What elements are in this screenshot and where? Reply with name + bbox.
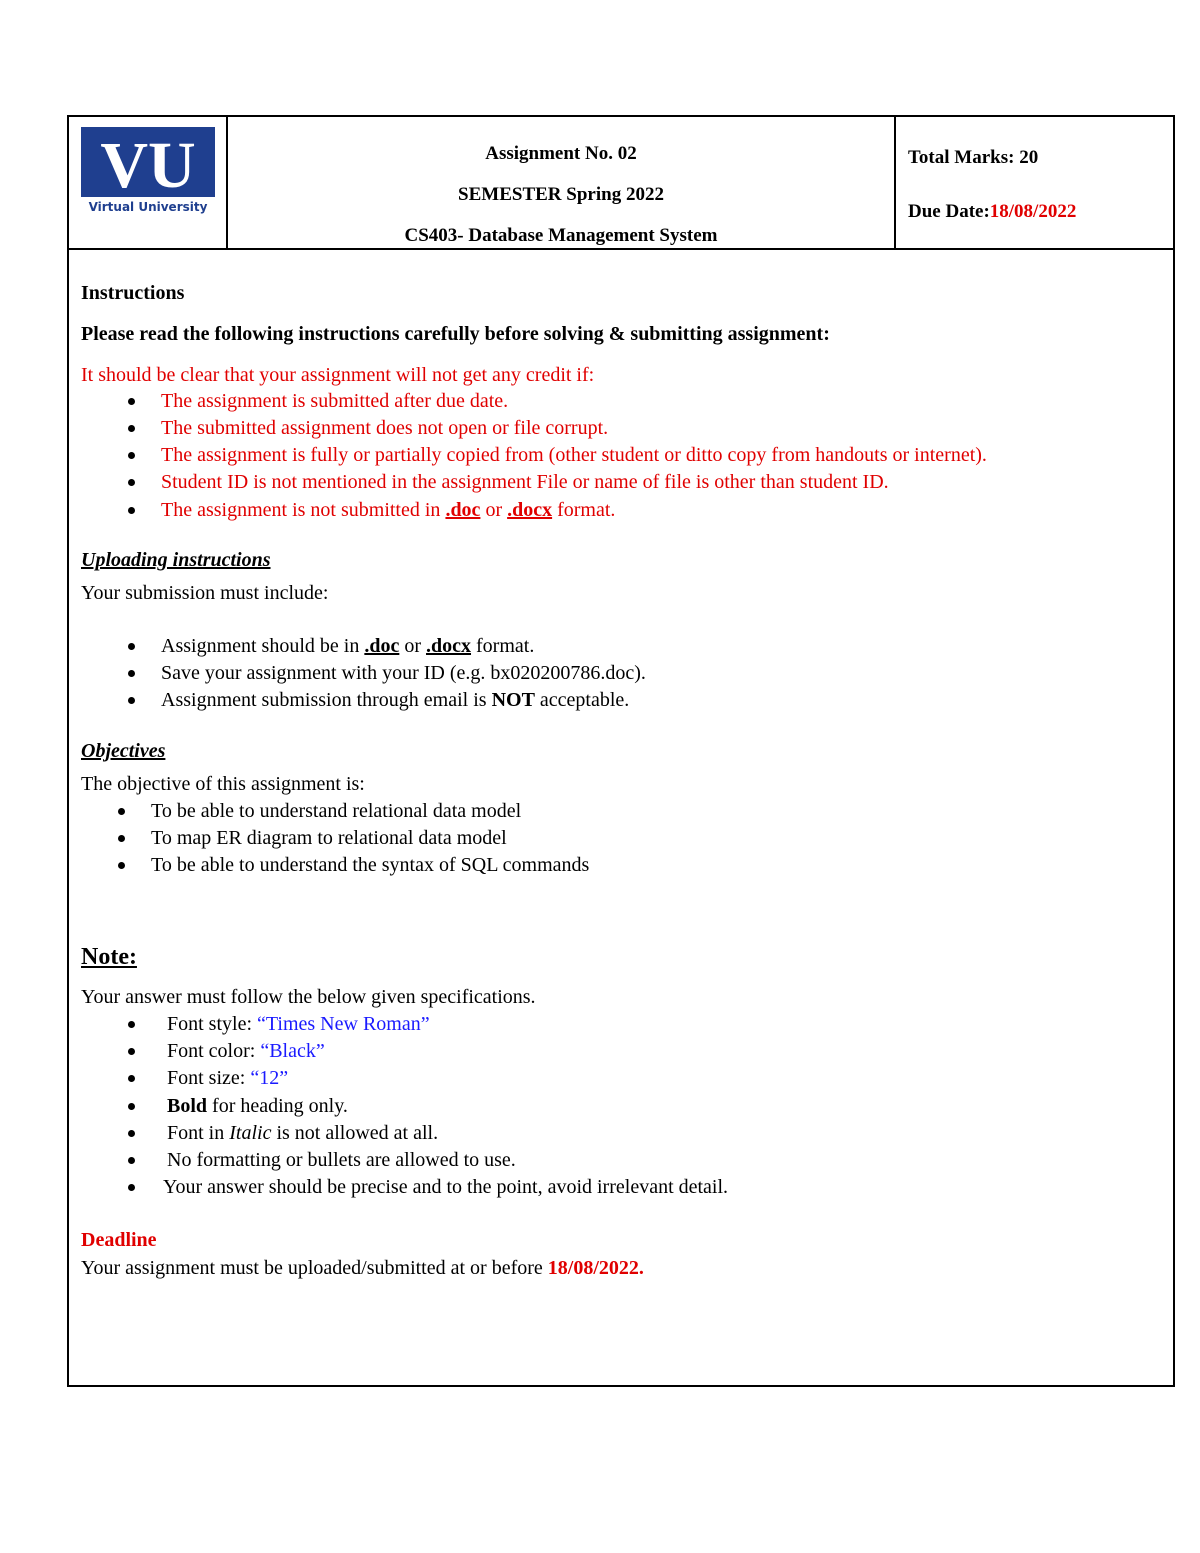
instruction-item-format: The assignment is not submitted in .doc or .docx format. [161,499,616,521]
note-font-style: Font style: “Times New Roman” [167,1013,430,1035]
total-marks: Total Marks: 20 [908,147,1039,168]
note-font-color: Font color: “Black” [167,1040,325,1062]
instruction-item: The assignment is submitted after due date. [161,390,509,412]
objective-item: To map ER diagram to relational data model [151,827,507,849]
bullet-icon [128,1157,135,1164]
instruction-item: The submitted assignment does not open or file corrupt. [161,417,609,439]
uploading-item-format: Assignment should be in .doc or .docx format. [161,635,535,657]
logo-letters: VU [100,129,196,202]
bullet-icon [128,1103,135,1110]
bullet-icon [128,643,135,650]
uploading-intro: Your submission must include: [81,582,329,604]
note-formatting: No formatting or bullets are allowed to use. [167,1149,516,1171]
objectives-intro: The objective of this assignment is: [81,773,365,795]
credit-warning: It should be clear that your assignment will not get any credit if: [81,364,595,386]
title-cell [228,117,896,248]
bullet-icon [128,1021,135,1028]
bullet-icon [128,398,135,405]
bullet-icon [128,425,135,432]
note-bold: Bold for heading only. [167,1095,348,1117]
bullet-icon [128,1075,135,1082]
virtual-university-logo [81,127,215,215]
bullet-icon [128,507,135,514]
header-table [69,117,1173,250]
bullet-icon [118,862,125,869]
bullet-icon [128,452,135,459]
note-intro: Your answer must follow the below given specifications. [81,986,536,1008]
instructions-intro: Please read the following instructions carefully before solving & submitting assignment: [81,323,830,345]
bullet-icon [118,835,125,842]
bullet-icon [128,1048,135,1055]
due-label: Due Date: [908,201,990,222]
bullet-icon [128,479,135,486]
instruction-item: The assignment is fully or partially copied from (other student or ditto copy from handouts or internet). [161,444,987,466]
logo-cell [69,117,228,248]
due-date [908,201,1076,223]
bullet-icon [128,670,135,677]
objective-item: To be able to understand relational data model [151,800,522,822]
objectives-heading: Objectives [81,740,166,762]
due-date-value: 18/08/2022 [989,201,1077,222]
note-precise: Your answer should be precise and to the point, avoid irrelevant detail. [163,1176,729,1198]
course-title: CS403- Database Management System [404,225,718,246]
uploading-item-filename: Save your assignment with your ID (e.g. bx020200786.doc). [161,662,646,684]
assignment-number: Assignment No. 02 [485,143,637,164]
bullet-icon [118,808,125,815]
bullet-icon [128,1130,135,1137]
note-italic: Font in Italic is not allowed at all. [167,1122,439,1144]
bullet-icon [128,697,135,704]
deadline-text: Your assignment must be uploaded/submitted at or before 18/08/2022. [81,1257,644,1279]
uploading-item-email: Assignment submission through email is NOT acceptable. [161,689,630,711]
assignment-frame [67,115,1175,1387]
semester: SEMESTER Spring 2022 [458,184,664,205]
bullet-icon [128,1184,135,1191]
instructions-heading: Instructions [81,282,185,304]
instruction-item: Student ID is not mentioned in the assignment File or name of file is other than student ID. [161,471,889,493]
note-heading: Note: [81,944,137,970]
note-font-size: Font size: “12” [167,1067,289,1089]
marks-cell [896,117,1173,248]
deadline-heading: Deadline [81,1229,157,1251]
uploading-heading: Uploading instructions [81,549,271,571]
objective-item: To be able to understand the syntax of SQL commands [151,854,590,876]
logo-caption: Virtual University [88,200,208,214]
